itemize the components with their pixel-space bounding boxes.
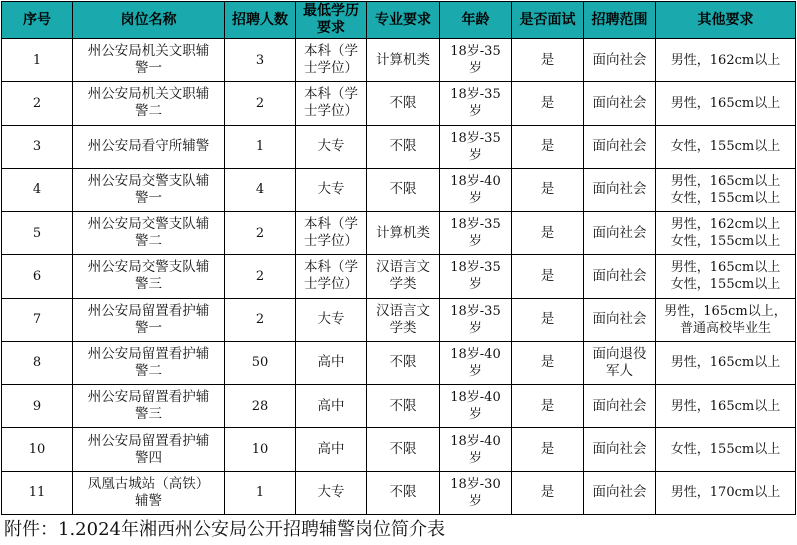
- cell-education: [296, 341, 367, 384]
- cell-post-line: 警二: [135, 103, 162, 120]
- cell-other-line: 男性，165cm以上，: [664, 303, 787, 319]
- table-row: [2, 212, 796, 255]
- cell-age-line: 18岁-35: [450, 130, 501, 146]
- cell-other: [656, 428, 796, 471]
- cell-scope: [584, 471, 656, 514]
- cell-count: 2: [225, 298, 296, 341]
- cell-post: [73, 125, 225, 168]
- cell-interview: 是: [512, 298, 584, 341]
- attachment-caption: 附件：1.2024年湘西州公安局公开招聘辅警岗位简介表: [4, 519, 445, 540]
- cell-age-line: 岁: [468, 190, 482, 206]
- cell-education: [296, 168, 367, 211]
- cell-scope-line: 面向社会: [592, 397, 647, 414]
- cell-age-line: 岁: [468, 320, 482, 336]
- cell-post: [73, 385, 225, 428]
- header-age: 年龄: [440, 2, 512, 39]
- header-no: 序号: [2, 2, 73, 39]
- cell-education: [296, 298, 367, 341]
- cell-scope: [584, 212, 656, 255]
- cell-education-line: 大专: [317, 484, 345, 501]
- cell-age: [440, 385, 512, 428]
- cell-no: 8: [2, 341, 73, 384]
- cell-major-line: 汉语言文: [376, 259, 430, 276]
- cell-education-line: 士学位）: [304, 233, 358, 250]
- cell-major-line: 计算机类: [376, 224, 430, 241]
- cell-scope: [584, 298, 656, 341]
- cell-age: [440, 428, 512, 471]
- cell-education: [296, 82, 367, 125]
- cell-education: [296, 385, 367, 428]
- cell-interview: 是: [512, 341, 584, 384]
- cell-no: 9: [2, 385, 73, 428]
- header-row: [2, 2, 796, 39]
- cell-age-line: 岁: [468, 363, 482, 379]
- header-other: 其他要求: [656, 2, 796, 39]
- cell-major: [367, 385, 440, 428]
- cell-post-line: 警三: [135, 406, 162, 423]
- cell-major-line: 不限: [389, 397, 417, 414]
- cell-age-line: 18岁-35: [450, 44, 501, 60]
- cell-interview: 是: [512, 385, 584, 428]
- cell-post: [73, 471, 225, 514]
- cell-scope-line: 面向社会: [592, 267, 647, 284]
- cell-age-line: 岁: [468, 147, 482, 163]
- cell-count: 2: [225, 255, 296, 298]
- cell-scope: [584, 39, 656, 82]
- cell-post-line: 州公安局留置看护辅: [87, 345, 210, 362]
- cell-age: [440, 168, 512, 211]
- cell-major-line: 学类: [389, 276, 417, 293]
- cell-other-line: 女性，155cm以上: [670, 442, 781, 458]
- table-row: [2, 255, 796, 298]
- cell-post-line: 州公安局看守所辅警: [87, 138, 210, 155]
- cell-other: [656, 471, 796, 514]
- cell-education-line: 本科（学: [304, 86, 358, 103]
- cell-scope: [584, 255, 656, 298]
- cell-age-line: 岁: [468, 450, 482, 466]
- cell-age-line: 岁: [468, 61, 482, 77]
- cell-no: 10: [2, 428, 73, 471]
- cell-no: 4: [2, 168, 73, 211]
- cell-count: 2: [225, 212, 296, 255]
- cell-scope-line: 面向退役: [592, 345, 647, 362]
- cell-age-line: 岁: [468, 104, 482, 120]
- cell-interview: 是: [512, 471, 584, 514]
- cell-scope: [584, 125, 656, 168]
- cell-post-line: 州公安局留置看护辅: [87, 389, 210, 406]
- cell-major: [367, 39, 440, 82]
- table-row: [2, 385, 796, 428]
- cell-education-line: 本科（学: [304, 259, 358, 276]
- cell-major-line: 学类: [389, 319, 417, 336]
- cell-major-line: 不限: [389, 441, 417, 458]
- header-interview: 是否面试: [512, 2, 584, 39]
- cell-count: 4: [225, 168, 296, 211]
- recruitment-table-sheet: [1, 1, 795, 515]
- cell-post-line: 警三: [135, 276, 162, 293]
- cell-other: [656, 212, 796, 255]
- cell-major: [367, 168, 440, 211]
- table-row: [2, 471, 796, 514]
- cell-age-line: 18岁-40: [450, 433, 501, 449]
- cell-major: [367, 125, 440, 168]
- cell-no: 3: [2, 125, 73, 168]
- cell-interview: 是: [512, 212, 584, 255]
- cell-other-line: 男性，170cm以上: [670, 485, 781, 501]
- cell-post-line: 警一: [135, 189, 162, 206]
- cell-education: [296, 255, 367, 298]
- cell-education-line: 高中: [317, 397, 345, 414]
- cell-post-line: 警一: [135, 60, 162, 77]
- cell-no: 2: [2, 82, 73, 125]
- cell-scope-line: 面向社会: [592, 441, 647, 458]
- header-post: 岗位名称: [73, 2, 225, 39]
- cell-other: [656, 39, 796, 82]
- cell-interview: 是: [512, 428, 584, 471]
- cell-age-line: 18岁-35: [450, 260, 501, 276]
- cell-age-line: 18岁-40: [450, 390, 501, 406]
- cell-major: [367, 471, 440, 514]
- cell-age-line: 岁: [468, 234, 482, 250]
- cell-scope-line: 面向社会: [592, 181, 647, 198]
- cell-post-line: 凤凰古城站（高铁）: [87, 475, 210, 492]
- cell-age: [440, 212, 512, 255]
- cell-age-line: 18岁-30: [450, 476, 501, 492]
- cell-education-line: 高中: [317, 354, 345, 371]
- cell-major-line: 不限: [389, 138, 417, 155]
- cell-age-line: 18岁-35: [450, 303, 501, 319]
- cell-other-line: 男性，165cm以上: [670, 355, 781, 371]
- cell-post: [73, 212, 225, 255]
- cell-interview: 是: [512, 168, 584, 211]
- cell-post-line: 警二: [135, 233, 162, 250]
- cell-education-line: 本科（学: [304, 216, 358, 233]
- cell-major: [367, 82, 440, 125]
- cell-age: [440, 255, 512, 298]
- cell-post: [73, 341, 225, 384]
- cell-count: 50: [225, 341, 296, 384]
- cell-other: [656, 168, 796, 211]
- cell-post: [73, 255, 225, 298]
- cell-post: [73, 82, 225, 125]
- cell-education: [296, 39, 367, 82]
- cell-post: [73, 39, 225, 82]
- cell-education-line: 大专: [317, 181, 345, 198]
- cell-other-line: 男性，162cm以上: [670, 217, 781, 233]
- recruitment-table: [1, 1, 796, 515]
- cell-age-line: 岁: [468, 407, 482, 423]
- cell-count: 28: [225, 385, 296, 428]
- header-major: 专业要求: [367, 2, 440, 39]
- cell-post-line: 州公安局留置看护辅: [87, 432, 210, 449]
- cell-scope-line: 面向社会: [592, 51, 647, 68]
- cell-age: [440, 39, 512, 82]
- table-row: [2, 428, 796, 471]
- cell-age-line: 岁: [468, 277, 482, 293]
- cell-count: 3: [225, 39, 296, 82]
- cell-other-line: 普通高校毕业生: [679, 320, 771, 336]
- cell-post-line: 州公安局机关文职辅: [87, 86, 210, 103]
- cell-education-line: 大专: [317, 138, 345, 155]
- cell-age: [440, 125, 512, 168]
- cell-education: [296, 125, 367, 168]
- cell-interview: 是: [512, 125, 584, 168]
- table-row: [2, 125, 796, 168]
- cell-other: [656, 341, 796, 384]
- cell-major: [367, 428, 440, 471]
- cell-education-line: 本科（学: [304, 43, 358, 60]
- cell-count: 10: [225, 428, 296, 471]
- header-education-text: 最低学历要求: [303, 3, 359, 36]
- cell-scope-line: 面向社会: [592, 94, 647, 111]
- cell-education: [296, 212, 367, 255]
- cell-age-line: 岁: [468, 493, 482, 509]
- cell-major-line: 计算机类: [376, 51, 430, 68]
- cell-scope-line: 面向社会: [592, 311, 647, 328]
- cell-post-line: 警一: [135, 319, 162, 336]
- cell-post-line: 州公安局交警支队辅: [87, 216, 210, 233]
- cell-education-line: 大专: [317, 311, 345, 328]
- cell-count: 2: [225, 82, 296, 125]
- cell-other-line: 男性，162cm以上: [670, 52, 781, 68]
- cell-scope: [584, 168, 656, 211]
- cell-age-line: 18岁-35: [450, 217, 501, 233]
- table-body: [2, 39, 796, 515]
- cell-other-line: 男性，165cm以上: [670, 95, 781, 111]
- table-row: [2, 298, 796, 341]
- cell-other-line: 女性，155cm以上: [670, 139, 781, 155]
- cell-age: [440, 298, 512, 341]
- table-row: [2, 341, 796, 384]
- cell-other-line: 女性，155cm以上: [670, 190, 781, 206]
- cell-education-line: 士学位）: [304, 103, 358, 120]
- cell-major-line: 不限: [389, 181, 417, 198]
- cell-other-line: 男性，165cm以上: [670, 398, 781, 414]
- cell-scope: [584, 341, 656, 384]
- cell-major-line: 不限: [389, 484, 417, 501]
- header-scope: 招聘范围: [584, 2, 656, 39]
- cell-post-line: 州公安局交警支队辅: [87, 259, 210, 276]
- cell-other-line: 女性，155cm以上: [670, 277, 781, 293]
- cell-other-line: 男性，165cm以上: [670, 260, 781, 276]
- cell-scope-line: 面向社会: [592, 224, 647, 241]
- cell-other-line: 男性，165cm以上: [670, 173, 781, 189]
- cell-education: [296, 471, 367, 514]
- cell-other: [656, 385, 796, 428]
- cell-age: [440, 82, 512, 125]
- cell-post-line: 警二: [135, 362, 162, 379]
- table-row: [2, 39, 796, 82]
- cell-post-line: 辅警: [135, 492, 162, 509]
- cell-no: 5: [2, 212, 73, 255]
- cell-age-line: 18岁-40: [450, 346, 501, 362]
- cell-age-line: 18岁-40: [450, 173, 501, 189]
- cell-education-line: 高中: [317, 441, 345, 458]
- cell-post-line: 州公安局留置看护辅: [87, 302, 210, 319]
- cell-scope-line: 面向社会: [592, 484, 647, 501]
- cell-post: [73, 428, 225, 471]
- cell-major: [367, 341, 440, 384]
- cell-education-line: 士学位）: [304, 276, 358, 293]
- cell-post: [73, 168, 225, 211]
- cell-scope: [584, 82, 656, 125]
- cell-post-line: 警四: [135, 449, 162, 466]
- cell-interview: 是: [512, 39, 584, 82]
- cell-major: [367, 298, 440, 341]
- cell-major-line: 不限: [389, 94, 417, 111]
- cell-major-line: 不限: [389, 354, 417, 371]
- cell-no: 1: [2, 39, 73, 82]
- cell-scope: [584, 385, 656, 428]
- cell-interview: 是: [512, 82, 584, 125]
- cell-no: 7: [2, 298, 73, 341]
- cell-scope: [584, 428, 656, 471]
- cell-other: [656, 298, 796, 341]
- cell-other: [656, 82, 796, 125]
- header-count: 招聘人数: [225, 2, 296, 39]
- cell-scope-line: 面向社会: [592, 138, 647, 155]
- cell-post-line: 州公安局机关文职辅: [87, 43, 210, 60]
- cell-post-line: 州公安局交警支队辅: [87, 172, 210, 189]
- cell-other-line: 女性，155cm以上: [670, 234, 781, 250]
- cell-education-line: 士学位）: [304, 60, 358, 77]
- cell-education: [296, 428, 367, 471]
- cell-major-line: 汉语言文: [376, 302, 430, 319]
- cell-age: [440, 341, 512, 384]
- cell-major: [367, 212, 440, 255]
- cell-age-line: 18岁-35: [450, 87, 501, 103]
- cell-post: [73, 298, 225, 341]
- cell-interview: 是: [512, 255, 584, 298]
- cell-age: [440, 471, 512, 514]
- cell-count: 1: [225, 125, 296, 168]
- cell-no: 11: [2, 471, 73, 514]
- cell-other: [656, 255, 796, 298]
- table-row: [2, 82, 796, 125]
- cell-major: [367, 255, 440, 298]
- cell-count: 1: [225, 471, 296, 514]
- cell-scope-line: 军人: [606, 362, 633, 379]
- table-row: [2, 168, 796, 211]
- header-education: [296, 2, 367, 39]
- cell-other: [656, 125, 796, 168]
- cell-no: 6: [2, 255, 73, 298]
